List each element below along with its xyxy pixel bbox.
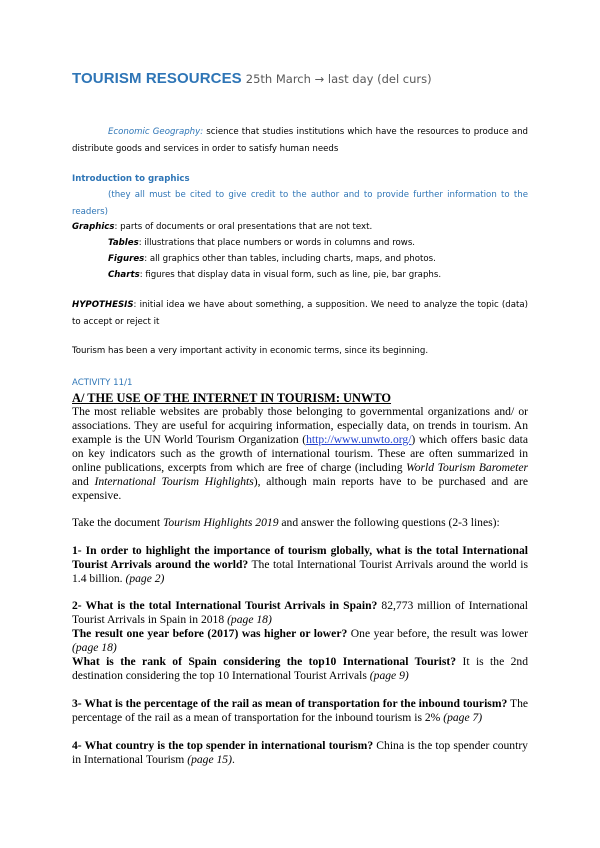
activity-intro: The most reliable websites are probably those belonging to governmental organizations and/ or associations. They are useful for acquiring information, especially data, on trends in tourism. An example is the UN World Tourism Organization (http://www.unwto.org/) which offers basic data on key indicators such as the growth of international tourism. These are often summarized in online publications, excerpts from which are free of charge (including World Tourism Barometer and International Tourism Highlights), although main reports have to be purchased and are expensive. — [72, 405, 529, 502]
question-1: 1- In order to highlight the importance of tourism globally, what is the total International Tourist Arrivals around the world? The total International Tourist Arrivals around the world is 1.4 billion. (page 2) — [72, 544, 528, 585]
tables-definition: Tables: illustrations that place numbers or words in columns and rows. — [108, 238, 416, 248]
unwto-link[interactable]: http://www.unwto.org/ — [306, 433, 412, 446]
economic-geography-text: science that studies institutions which have the resources to produce and distribute goods and services in order to satisfy human needs — [72, 127, 529, 154]
figures-definition: Figures: all graphics other than tables, including charts, maps, and photos. — [108, 254, 436, 264]
question-3: 3- What is the percentage of the rail as mean of transportation for the inbound tourism? The percentage of the rail as a mean of transportation for the inbound tourism is 2% (page 7) — [72, 697, 529, 724]
activity-heading: A/ THE USE OF THE INTERNET IN TOURISM: UNWTO — [72, 391, 392, 405]
graphics-intro-note: (they all must be cited to give credit to the author and to provide further information to the readers) — [72, 190, 528, 217]
title-main: TOURISM RESOURCES — [72, 70, 242, 87]
question-2: 2- What is the total International Tourist Arrivals in Spain? 82,773 million of International Tourist Arrivals in Spain in 2018 (page 18) The result one year before (2017) was higher or lower? One year before, the result was lower (page 18) What is the rank of Spain considering the top10 International Tourist? It is the 2nd destination considering the top 10 International Tourist Arrivals (page 9) — [72, 599, 529, 682]
tourism-note: Tourism has been a very important activity in economic terms, since its beginning. — [72, 346, 429, 356]
question-4: 4- What country is the top spender in international tourism? China is the top spender country in International Tourism (page 15). — [72, 739, 528, 766]
page-title — [72, 70, 432, 88]
economic-geography-definition: Economic Geography: science that studies institutions which have the resources to produce and distribute goods and services in order to satisfy human needs — [72, 127, 529, 154]
graphics-definition: Graphics: parts of documents or oral presentations that are not text. — [72, 222, 373, 232]
title-subtitle: 25th March → last day (del curs) — [245, 72, 432, 86]
charts-definition: Charts: figures that display data in visual form, such as line, pie, bar graphs. — [108, 270, 442, 280]
activity-task: Take the document Tourism Highlights 2019 and answer the following questions (2-3 lines): — [72, 516, 500, 529]
hypothesis-definition: HYPOTHESIS: initial idea we have about something, a supposition. We need to analyze the topic (data) to accept or reject it — [72, 300, 528, 327]
graphics-intro-heading: Introduction to graphics — [72, 174, 190, 184]
activity-label: ACTIVITY 11/1 — [72, 378, 133, 388]
economic-geography-term: Economic Geography — [108, 127, 201, 137]
